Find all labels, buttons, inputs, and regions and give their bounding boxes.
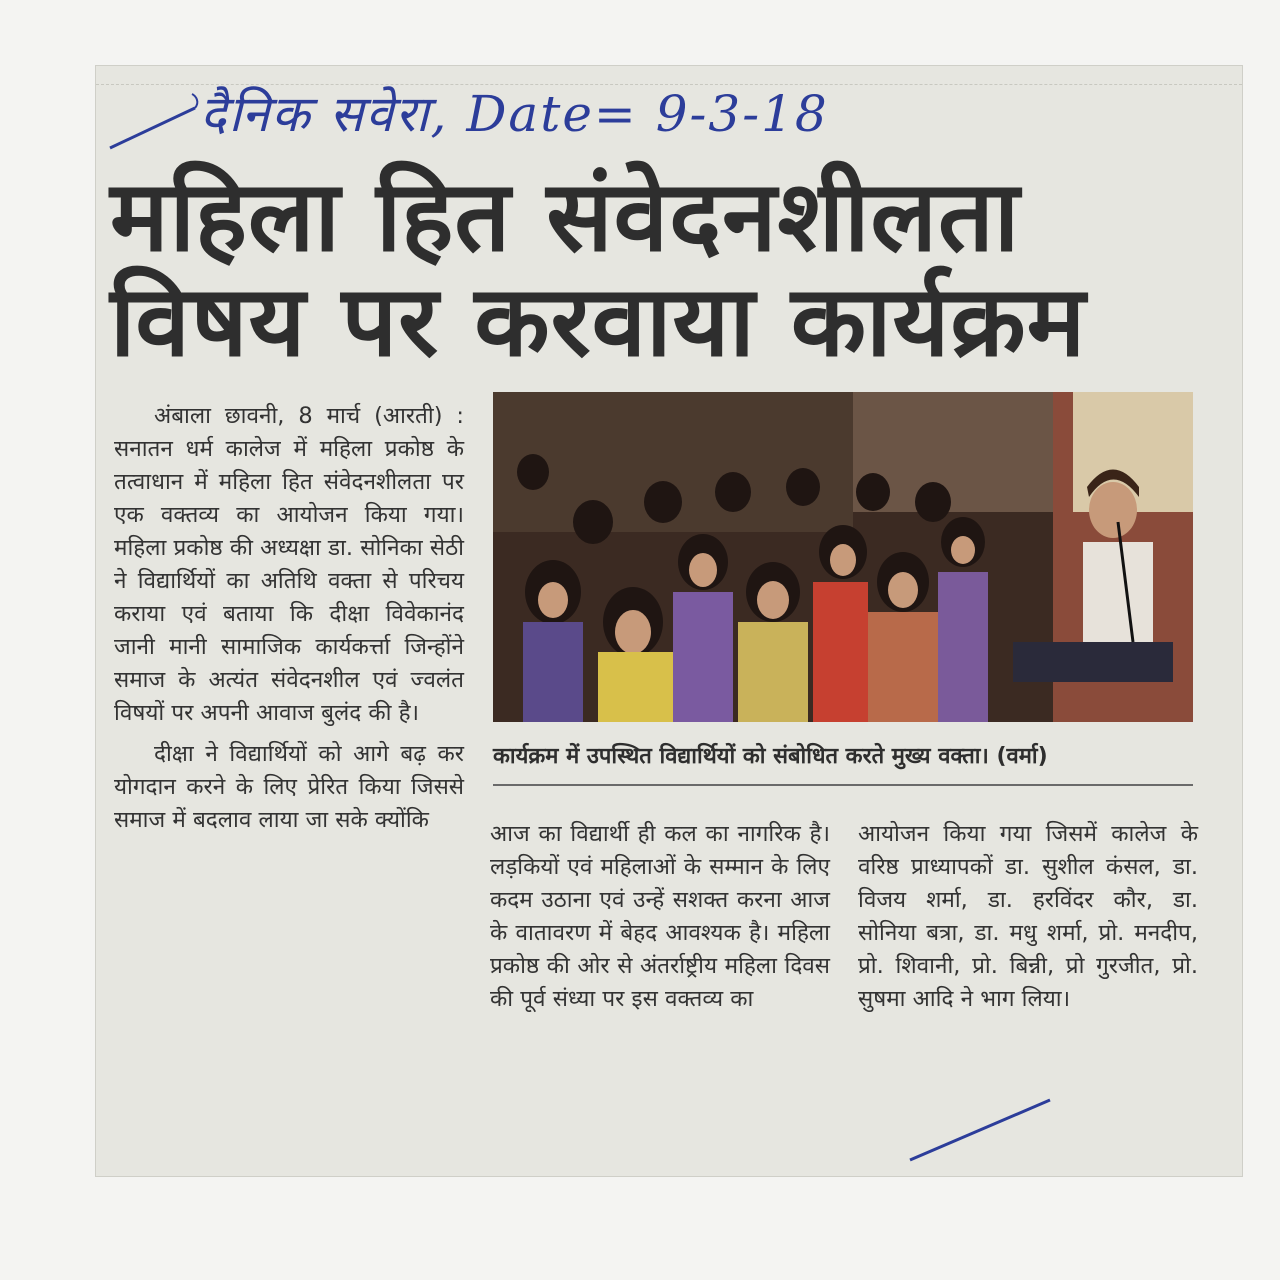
- article-paragraph: आज का विद्यार्थी ही कल का नागरिक है। लड़कियों एवं महिलाओं के सम्मान के लिए कदम उठाना एवं उन्हें सशक्त करना आज के वातावरण में बेहद आवश्यक है। महिला प्रकोष्ठ की ओर से अंतर्राष्ट्रीय महिला दिवस की पूर्व संध्या पर इस वक्तव्य का: [490, 821, 830, 1012]
- pen-signature-stroke-icon: [900, 1090, 1060, 1170]
- article-column-1: [114, 400, 464, 845]
- photo-audience-speaker-illustration: [493, 392, 1193, 722]
- headline-line-1: महिला हित संवेदनशीलता: [110, 160, 1021, 274]
- news-photo: [493, 392, 1193, 722]
- article-column-3: [858, 818, 1198, 1024]
- headline-line-2: विषय पर करवाया कार्यक्रम: [110, 265, 1087, 379]
- handwritten-source-date: दैनिक सवेरा, Date= 9-3-18: [200, 85, 829, 143]
- article-paragraph: आयोजन किया गया जिसमें कालेज के वरिष्ठ प्राध्यापकों डा. सुशील कंसल, डा. विजय शर्मा, डा. हरविंदर कौर, डा. सोनिया बत्रा, डा. मधु शर्मा, प्रो. मनदीप, प्रो. शिवानी, प्रो. बिन्नी, प्रो गुरजीत, प्रो. सुषमा आदि ने भाग लिया।: [858, 821, 1198, 1012]
- photo-caption: कार्यक्रम में उपस्थित विद्यार्थियों को संबोधित करते मुख्य वक्ता। (वर्मा): [493, 744, 1048, 769]
- article-paragraph: दीक्षा ने विद्यार्थियों को आगे बढ़ कर योगदान करने के लिए प्रेरित किया जिससे समाज में बदलाव लाया जा सके क्योंकि: [114, 741, 464, 833]
- article-column-2: [490, 818, 830, 1024]
- article-paragraph: अंबाला छावनी, 8 मार्च (आरती) : सनातन धर्म कालेज में महिला प्रकोष्ठ के तत्वाधान में महिला हित संवेदनशीलता पर एक वक्तव्य का आयोजन किया गया। महिला प्रकोष्ठ की अध्यक्षा डा. सोनिका सेठी ने विद्यार्थियों का अतिथि वक्ता से परिचय कराया एवं बताया कि दीक्षा विवेकानंद जानी मानी सामाजिक कार्यकर्त्ता जिन्होंने समाज के अत्यंत संवेदनशील एवं ज्वलंत विषयों पर अपनी आवाज बुलंद की है।: [114, 403, 464, 726]
- caption-divider: [493, 784, 1193, 786]
